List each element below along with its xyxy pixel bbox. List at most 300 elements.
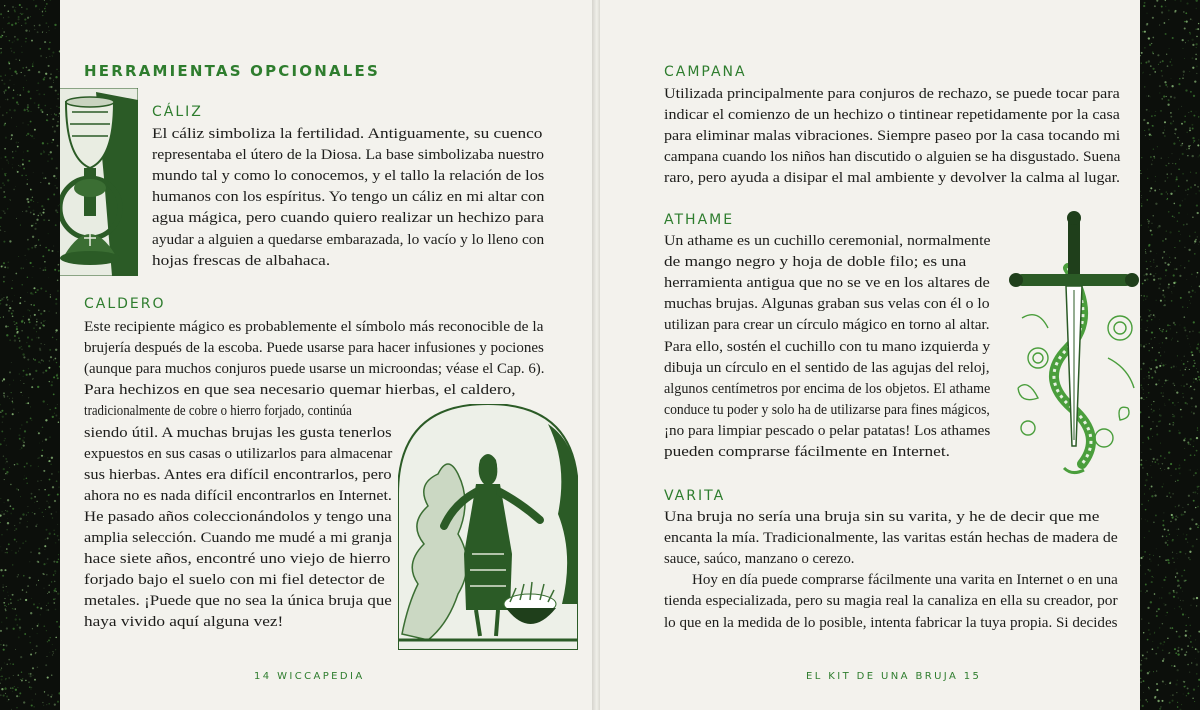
speckle-dot [44, 267, 46, 269]
speckle-dot [0, 569, 2, 571]
speckle-dot [1190, 91, 1192, 93]
speckle-dot [19, 60, 20, 61]
speckle-dot [19, 94, 21, 96]
speckle-dot [10, 484, 11, 485]
speckle-dot [1164, 130, 1165, 131]
speckle-dot [1193, 689, 1195, 691]
speckle-dot [48, 703, 50, 705]
speckle-dot [1166, 96, 1167, 97]
speckle-dot [14, 335, 16, 337]
speckle-dot [55, 76, 57, 78]
speckle-dot [1154, 316, 1155, 317]
speckle-dot [21, 13, 23, 15]
speckle-dot [14, 530, 15, 531]
speckle-dot [22, 678, 23, 679]
speckle-dot [30, 292, 32, 294]
speckle-dot [49, 77, 51, 79]
speckle-dot [25, 255, 26, 256]
speckle-dot [1146, 109, 1148, 111]
speckle-dot [1153, 53, 1154, 54]
speckle-dot [1149, 111, 1150, 112]
speckle-dot [25, 22, 27, 24]
speckle-dot [5, 413, 7, 415]
speckle-dot [1172, 414, 1173, 415]
speckle-dot [1183, 363, 1185, 365]
speckle-dot [14, 84, 15, 85]
speckle-dot [4, 266, 6, 268]
speckle-dot [1188, 470, 1189, 471]
speckle-dot [31, 699, 32, 700]
speckle-dot [1146, 261, 1147, 262]
speckle-dot [6, 586, 7, 587]
speckle-dot [1162, 486, 1164, 488]
left-speckled-edge [0, 0, 60, 710]
speckle-dot [1162, 342, 1163, 343]
speckle-dot [9, 467, 10, 468]
speckle-dot [1148, 406, 1149, 407]
speckle-dot [1169, 534, 1170, 535]
speckle-dot [42, 702, 43, 703]
speckle-dot [1182, 173, 1184, 175]
speckle-dot [9, 240, 11, 242]
speckle-dot [2, 182, 4, 184]
text-line: metales. ¡Puede que no sea la única bruja que [84, 593, 392, 610]
speckle-dot [12, 402, 13, 403]
speckle-dot [1171, 700, 1173, 702]
speckle-dot [1149, 570, 1151, 572]
speckle-dot [1197, 526, 1199, 528]
speckle-dot [1177, 650, 1179, 652]
speckle-dot [14, 539, 16, 541]
speckle-dot [1171, 665, 1172, 666]
speckle-dot [1144, 47, 1146, 49]
speckle-dot [1191, 397, 1193, 399]
speckle-dot [1162, 524, 1164, 526]
speckle-dot [2, 35, 3, 36]
section-title-caldero: CALDERO [84, 296, 166, 312]
speckle-dot [52, 644, 53, 645]
speckle-dot [51, 108, 52, 109]
speckle-dot [1143, 556, 1144, 557]
speckle-dot [29, 321, 31, 323]
speckle-dot [1182, 143, 1184, 145]
speckle-dot [1140, 670, 1142, 672]
speckle-dot [1165, 181, 1166, 182]
speckle-dot [34, 102, 36, 104]
speckle-dot [1140, 173, 1141, 174]
speckle-dot [34, 679, 36, 681]
speckle-dot [48, 311, 49, 312]
speckle-dot [44, 261, 46, 263]
speckle-dot [1151, 135, 1152, 136]
speckle-dot [1196, 36, 1197, 37]
speckle-dot [1170, 521, 1171, 522]
speckle-dot [1177, 579, 1179, 581]
speckle-dot [1167, 65, 1169, 67]
speckle-dot [16, 126, 17, 127]
speckle-dot [1167, 263, 1169, 265]
speckle-dot [1153, 577, 1154, 578]
speckle-dot [2, 168, 3, 169]
text-line: dibuja un círculo en el sentido de las agujas del reloj, [664, 359, 990, 376]
speckle-dot [17, 103, 19, 105]
speckle-dot [1162, 60, 1164, 62]
speckle-dot [4, 479, 5, 480]
speckle-dot [21, 330, 22, 331]
speckle-dot [53, 574, 55, 576]
speckle-dot [1147, 639, 1149, 641]
speckle-dot [41, 205, 43, 207]
speckle-dot [1150, 250, 1152, 252]
speckle-dot [46, 529, 48, 531]
speckle-dot [1191, 518, 1193, 520]
speckle-dot [30, 315, 31, 316]
speckle-dot [5, 678, 6, 679]
speckle-dot [1175, 128, 1177, 130]
speckle-dot [1190, 635, 1192, 637]
speckle-dot [1182, 507, 1183, 508]
speckle-dot [1167, 104, 1169, 106]
speckle-dot [1192, 545, 1194, 547]
speckle-dot [1149, 559, 1150, 560]
speckle-dot [50, 637, 51, 638]
speckle-dot [45, 549, 46, 550]
speckle-dot [1143, 632, 1144, 633]
speckle-dot [55, 637, 57, 639]
speckle-dot [1175, 282, 1177, 284]
speckle-dot [5, 156, 7, 158]
speckle-dot [23, 437, 24, 438]
speckle-dot [33, 210, 35, 212]
speckle-dot [1195, 507, 1196, 508]
speckle-dot [1163, 329, 1164, 330]
speckle-dot [1183, 48, 1184, 49]
speckle-dot [1174, 608, 1175, 609]
speckle-dot [21, 680, 23, 682]
speckle-dot [43, 516, 44, 517]
speckle-dot [1, 498, 2, 499]
chalice-illustration [60, 88, 138, 276]
speckle-dot [1173, 322, 1175, 324]
speckle-dot [1180, 600, 1181, 601]
speckle-dot [24, 430, 26, 432]
speckle-dot [1147, 437, 1149, 439]
speckle-dot [52, 250, 54, 252]
speckle-dot [1151, 561, 1152, 562]
speckle-dot [1185, 686, 1186, 687]
speckle-dot [1154, 71, 1156, 73]
speckle-dot [55, 415, 57, 417]
speckle-dot [50, 73, 52, 75]
speckle-dot [0, 75, 2, 77]
speckle-dot [1179, 606, 1181, 608]
speckle-dot [10, 602, 12, 604]
speckle-dot [1, 295, 2, 296]
speckle-dot [1186, 131, 1188, 133]
speckle-dot [23, 442, 25, 444]
speckle-dot [1144, 279, 1146, 281]
speckle-dot [23, 479, 24, 480]
speckle-dot [1187, 687, 1189, 689]
speckle-dot [1180, 370, 1181, 371]
speckle-dot [1170, 112, 1172, 114]
speckle-dot [1141, 452, 1142, 453]
speckle-dot [2, 380, 3, 381]
speckle-dot [43, 310, 45, 312]
speckle-dot [1181, 123, 1183, 125]
speckle-dot [23, 168, 25, 170]
speckle-dot [26, 591, 27, 592]
speckle-dot [38, 457, 40, 459]
speckle-dot [1178, 432, 1180, 434]
speckle-dot [1167, 467, 1169, 469]
speckle-dot [1159, 627, 1161, 629]
speckle-dot [1167, 193, 1168, 194]
speckle-dot [36, 321, 38, 323]
speckle-dot [1165, 84, 1167, 86]
speckle-dot [50, 294, 51, 295]
speckle-dot [47, 677, 49, 679]
speckle-dot [19, 374, 20, 375]
speckle-dot [49, 381, 50, 382]
speckle-dot [1195, 43, 1197, 45]
speckle-dot [39, 327, 41, 329]
speckle-dot [38, 239, 39, 240]
speckle-dot [23, 376, 24, 377]
speckle-dot [31, 135, 33, 137]
speckle-dot [49, 652, 50, 653]
speckle-dot [1191, 39, 1193, 41]
speckle-dot [1171, 65, 1172, 66]
speckle-dot [1184, 267, 1185, 268]
speckle-dot [1194, 389, 1196, 391]
speckle-dot [21, 671, 22, 672]
speckle-dot [1159, 328, 1160, 329]
speckle-dot [1155, 267, 1156, 268]
speckle-dot [5, 644, 7, 646]
speckle-dot [55, 28, 56, 29]
speckle-dot [28, 345, 30, 347]
speckle-dot [34, 246, 36, 248]
speckle-dot [37, 633, 38, 634]
speckle-dot [1192, 44, 1194, 46]
text-line: brujería después de la escoba. Puede usarse para hacer infusiones y pociones [84, 340, 544, 357]
section-title-varita: VARITA [664, 488, 726, 504]
speckle-dot [21, 424, 23, 426]
speckle-dot [19, 522, 20, 523]
speckle-dot [1177, 137, 1179, 139]
speckle-dot [1193, 321, 1195, 323]
speckle-dot [1168, 163, 1169, 164]
speckle-dot [19, 438, 21, 440]
speckle-dot [22, 67, 24, 69]
speckle-dot [1186, 534, 1187, 535]
speckle-dot [46, 630, 47, 631]
speckle-dot [1154, 115, 1156, 117]
speckle-dot [1152, 461, 1153, 462]
speckle-dot [5, 598, 6, 599]
speckle-dot [1148, 500, 1149, 501]
speckle-dot [22, 163, 24, 165]
text-line: campana cuando los niños han discutido o alguien se ha disgustado. Suena [664, 149, 1121, 166]
text-line: expuestos en sus casas o utilizarlos para almacenar [84, 445, 393, 462]
speckle-dot [1178, 212, 1180, 214]
speckle-dot [1168, 560, 1170, 562]
speckle-dot [27, 183, 28, 184]
text-line: hojas frescas de albahaca. [152, 252, 331, 269]
speckle-dot [1146, 13, 1147, 14]
speckle-dot [2, 511, 3, 512]
speckle-dot [40, 614, 41, 615]
speckle-dot [30, 121, 32, 123]
speckle-dot [1148, 377, 1150, 379]
speckle-dot [16, 463, 18, 465]
speckle-dot [1164, 403, 1165, 404]
speckle-dot [1165, 238, 1167, 240]
speckle-dot [1156, 366, 1158, 368]
text-line: encanta la mía. Tradicionalmente, las varitas están hechas de madera de [664, 530, 1118, 547]
speckle-dot [12, 663, 14, 665]
speckle-dot [38, 107, 40, 109]
speckle-dot [1174, 562, 1175, 563]
speckle-dot [30, 317, 31, 318]
speckle-dot [39, 603, 40, 604]
speckle-dot [42, 372, 44, 374]
speckle-dot [11, 24, 13, 26]
speckle-dot [1150, 187, 1152, 189]
speckle-dot [1146, 278, 1148, 280]
speckle-dot [1193, 365, 1195, 367]
speckle-dot [46, 3, 48, 5]
speckle-dot [1183, 224, 1185, 226]
speckle-dot [27, 359, 29, 361]
speckle-dot [1166, 54, 1167, 55]
speckle-dot [1168, 399, 1170, 401]
speckle-dot [56, 512, 57, 513]
speckle-dot [36, 219, 38, 221]
speckle-dot [1197, 55, 1198, 56]
speckle-dot [50, 464, 52, 466]
speckle-dot [1183, 397, 1184, 398]
speckle-dot [1148, 38, 1149, 39]
speckle-dot [1142, 283, 1144, 285]
speckle-dot [1154, 5, 1156, 7]
speckle-dot [1154, 593, 1156, 595]
speckle-dot [20, 518, 22, 520]
speckle-dot [47, 198, 49, 200]
speckle-dot [12, 398, 13, 399]
speckle-dot [1163, 579, 1165, 581]
speckle-dot [1158, 225, 1160, 227]
speckle-dot [25, 599, 27, 601]
speckle-dot [1184, 686, 1186, 688]
text-line: agua mágica, pero cuando quiero realizar un hechizo para [152, 210, 545, 227]
speckle-dot [1147, 672, 1149, 674]
speckle-dot [1162, 587, 1163, 588]
speckle-dot [1169, 257, 1170, 258]
speckle-dot [1189, 672, 1190, 673]
speckle-dot [1, 410, 3, 412]
speckle-dot [1146, 460, 1147, 461]
speckle-dot [46, 57, 47, 58]
speckle-dot [52, 337, 54, 339]
speckle-dot [1, 668, 2, 669]
speckle-dot [25, 210, 27, 212]
speckle-dot [1158, 287, 1160, 289]
speckle-dot [30, 199, 32, 201]
speckle-dot [16, 615, 17, 616]
speckle-dot [35, 324, 37, 326]
speckle-dot [1178, 467, 1180, 469]
speckle-dot [1166, 191, 1167, 192]
speckle-dot [33, 201, 34, 202]
speckle-dot [53, 602, 55, 604]
speckle-dot [1141, 197, 1142, 198]
speckle-dot [58, 94, 59, 95]
speckle-dot [1143, 399, 1144, 400]
speckle-dot [7, 664, 8, 665]
speckle-dot [13, 409, 14, 410]
speckle-dot [1149, 448, 1151, 450]
speckle-dot [52, 416, 54, 418]
speckle-dot [18, 256, 19, 257]
speckle-dot [1144, 551, 1146, 553]
text-line: herramienta antigua que no se ve en los altares de [664, 275, 990, 292]
speckle-dot [1161, 362, 1162, 363]
speckle-dot [1148, 223, 1149, 224]
speckle-dot [1168, 19, 1169, 20]
speckle-dot [10, 513, 12, 515]
speckle-dot [18, 22, 19, 23]
speckle-dot [1151, 465, 1152, 466]
speckle-dot [27, 336, 29, 338]
speckle-dot [27, 104, 29, 106]
speckle-dot [1174, 405, 1175, 406]
text-line: algunos centímetros por encima de los objetos. El athame [664, 380, 991, 397]
speckle-dot [1141, 157, 1142, 158]
speckle-dot [1197, 236, 1198, 237]
speckle-dot [1171, 85, 1173, 87]
speckle-dot [1141, 459, 1143, 461]
speckle-dot [3, 316, 4, 317]
speckle-dot [1148, 531, 1149, 532]
speckle-dot [1195, 648, 1197, 650]
speckle-dot [1148, 350, 1150, 352]
speckle-dot [39, 348, 41, 350]
speckle-dot [15, 186, 16, 187]
speckle-dot [22, 353, 24, 355]
speckle-dot [1177, 653, 1179, 655]
speckle-dot [1159, 319, 1160, 320]
speckle-dot [46, 704, 47, 705]
speckle-dot [1196, 47, 1197, 48]
speckle-dot [1184, 316, 1186, 318]
speckle-dot [42, 32, 43, 33]
speckle-dot [16, 322, 18, 324]
speckle-dot [1172, 424, 1174, 426]
speckle-dot [26, 526, 27, 527]
speckle-dot [1195, 639, 1196, 640]
speckle-dot [1157, 227, 1159, 229]
speckle-dot [1160, 642, 1162, 644]
speckle-dot [1140, 565, 1141, 567]
speckle-dot [30, 418, 32, 420]
speckle-dot [20, 428, 21, 429]
speckle-dot [42, 15, 43, 16]
speckle-dot [0, 546, 1, 547]
speckle-dot [1190, 18, 1192, 20]
speckle-dot [1147, 701, 1148, 702]
